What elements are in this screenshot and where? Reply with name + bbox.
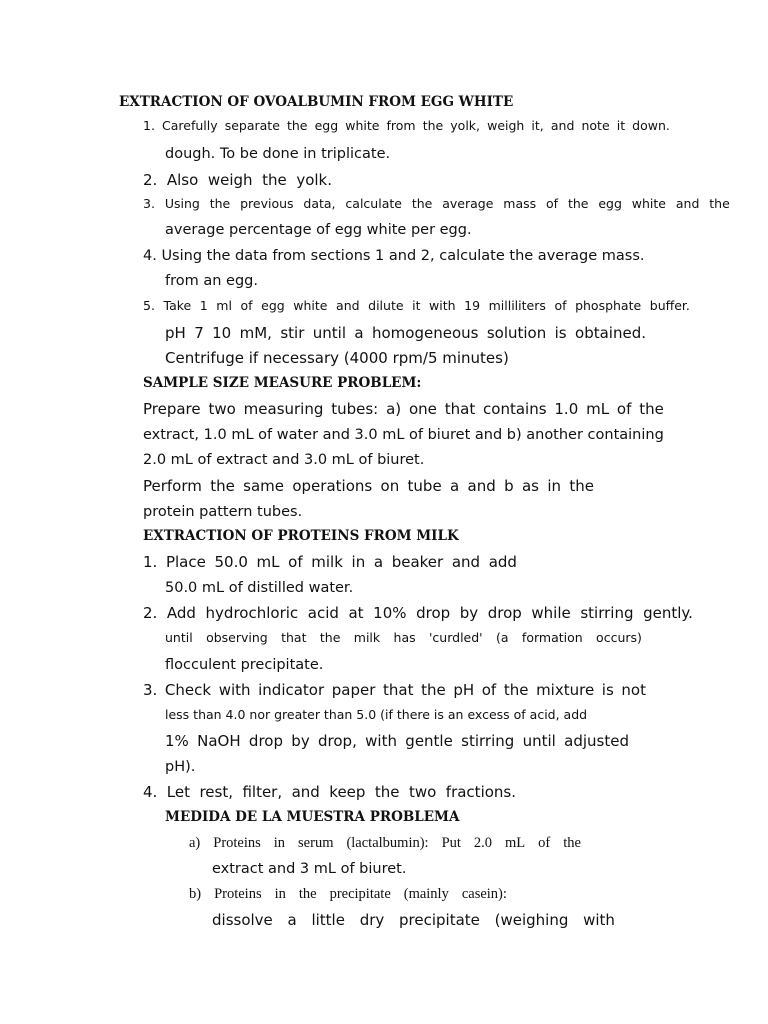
word: 7 <box>194 324 204 342</box>
word: contains <box>483 400 547 418</box>
word: 50.0 <box>214 553 248 571</box>
word: in <box>274 886 286 902</box>
word: egg <box>261 298 285 313</box>
word: milliliters <box>488 298 546 313</box>
word: it, <box>531 118 544 133</box>
word: of <box>538 835 551 851</box>
word: keep <box>329 783 366 801</box>
word: little <box>311 911 345 929</box>
word: it <box>412 298 421 313</box>
word: 2. <box>143 171 158 189</box>
word: precipitate <box>399 911 480 929</box>
word: yolk. <box>296 171 332 189</box>
word: white <box>345 118 380 133</box>
word: drop <box>487 604 522 622</box>
word: drop <box>248 732 283 750</box>
milk-heading: EXTRACTION OF PROTEINS FROM MILK <box>143 528 459 544</box>
word: 4. <box>143 783 158 801</box>
word: with <box>583 911 615 929</box>
word: and <box>451 553 481 571</box>
word: of <box>616 400 632 418</box>
word: by <box>459 604 479 622</box>
word: the <box>422 118 444 133</box>
word: is <box>554 324 567 342</box>
word: not <box>621 681 646 699</box>
word: weigh <box>487 118 525 133</box>
word: Proteins <box>214 886 262 902</box>
milk-step-2 <box>143 606 693 621</box>
word: that <box>281 630 307 645</box>
milk-step-1 <box>143 555 517 570</box>
word: 19 <box>464 298 481 313</box>
word: Place <box>165 553 206 571</box>
word: drop, <box>318 732 357 750</box>
word: with <box>429 298 456 313</box>
word: and <box>675 196 700 211</box>
word: Proteins <box>213 835 261 851</box>
word: (a <box>496 630 509 645</box>
milk-step-3-cont-2 <box>165 734 629 749</box>
word: 1. <box>143 118 155 133</box>
ovalbumin-step-3 <box>143 198 730 211</box>
ovalbumin-step-5 <box>143 300 690 313</box>
word: fractions. <box>445 783 516 801</box>
word: beaker <box>391 553 444 571</box>
word: mL <box>586 400 610 418</box>
word: the <box>569 477 594 495</box>
word: white <box>293 298 328 313</box>
word: stir <box>280 324 305 342</box>
word: has <box>393 630 416 645</box>
word: with <box>218 681 251 699</box>
word: separate <box>224 118 280 133</box>
word: the <box>567 196 589 211</box>
word: (lactalbumin): <box>346 835 429 851</box>
word: the <box>209 196 231 211</box>
word: the <box>421 681 446 699</box>
word: until <box>522 732 556 750</box>
ovalbumin-heading: EXTRACTION OF OVOALBUMIN FROM EGG WHITE <box>119 94 514 110</box>
word: gentle <box>405 732 453 750</box>
ovalbumin-step-2 <box>143 173 332 188</box>
word: 1 <box>199 298 208 313</box>
word: observing <box>206 630 268 645</box>
word: precipitate <box>329 886 391 902</box>
word: mL <box>505 835 526 851</box>
word: add <box>488 553 517 571</box>
milk-step-3 <box>143 683 646 698</box>
word: the <box>319 630 341 645</box>
word: down. <box>632 118 670 133</box>
word: in <box>547 477 561 495</box>
word: average <box>442 196 494 211</box>
sample-size-para-line-4 <box>143 479 594 494</box>
word: note <box>581 118 610 133</box>
word: at <box>348 604 364 622</box>
word: 1.0 <box>554 400 579 418</box>
word: of <box>554 298 567 313</box>
word: mass <box>503 196 537 211</box>
word: indicator <box>258 681 325 699</box>
word: obtained. <box>575 324 646 342</box>
word: 2. <box>143 604 158 622</box>
word: until <box>165 630 193 645</box>
word: the <box>639 400 664 418</box>
word: weigh <box>207 171 253 189</box>
word: 3. <box>143 196 155 211</box>
sample-size-heading: SAMPLE SIZE MEASURE PROBLEM: <box>143 375 422 391</box>
word: dissolve <box>212 911 273 929</box>
word: casein): <box>461 886 507 902</box>
word: stirring <box>461 732 515 750</box>
sample-problem-subheading: MEDIDA DE LA MUESTRA PROBLEMA <box>165 809 460 825</box>
word: the <box>374 783 400 801</box>
word: 10% <box>373 604 407 622</box>
sample-size-para-line-2: extract, 1.0 mL of water and 3.0 mL of biuret and b) another containing <box>143 427 664 443</box>
ovalbumin-step-5-cont-2: Centrifuge if necessary (4000 rpm/5 minutes) <box>165 349 509 367</box>
sample-size-para-line-3: 2.0 mL of extract and 3.0 mL of biuret. <box>143 452 425 468</box>
word: Put <box>441 835 461 851</box>
word: operations <box>292 477 373 495</box>
word: 1% <box>165 732 189 750</box>
word: and <box>291 783 320 801</box>
word: Check <box>164 681 212 699</box>
word: with <box>365 732 397 750</box>
ovalbumin-step-1-cont: dough. To be done in triplicate. <box>165 146 391 162</box>
word: of <box>288 553 303 571</box>
word: a <box>354 324 364 342</box>
sample-item-a-cont: extract and 3 mL of biuret. <box>212 861 407 877</box>
word: mL <box>256 553 280 571</box>
word: buffer. <box>649 298 690 313</box>
ovalbumin-step-4-cont: from an egg. <box>165 273 258 289</box>
word: the <box>563 835 581 851</box>
word: is <box>601 681 614 699</box>
milk-step-2-cont-2: flocculent precipitate. <box>165 657 324 673</box>
word: the <box>210 477 235 495</box>
word: the <box>286 118 308 133</box>
sample-size-para-line-1 <box>143 402 664 417</box>
word: a <box>450 477 460 495</box>
word: milk <box>311 553 343 571</box>
word: ml <box>216 298 232 313</box>
ovalbumin-step-5-cont <box>165 326 646 341</box>
word: previous <box>240 196 294 211</box>
word: mixture <box>536 681 595 699</box>
word: serum <box>298 835 334 851</box>
word: 'curdled' <box>429 630 483 645</box>
ovalbumin-step-1 <box>143 120 670 133</box>
word: formation <box>521 630 583 645</box>
ovalbumin-step-4: 4. Using the data from sections 1 and 2, calculate the average mass. <box>143 248 645 264</box>
sample-item-a <box>189 836 581 851</box>
word: a <box>373 553 384 571</box>
word: Take <box>163 298 192 313</box>
word: Using <box>164 196 200 211</box>
word: b) <box>189 886 202 902</box>
word: one <box>408 400 437 418</box>
word: Perform <box>143 477 202 495</box>
word: and <box>336 298 360 313</box>
word: the <box>411 196 433 211</box>
word: egg <box>598 196 622 211</box>
word: that <box>383 681 414 699</box>
word: solution <box>486 324 547 342</box>
word: as <box>521 477 539 495</box>
word: mM, <box>239 324 272 342</box>
word: (mainly <box>403 886 449 902</box>
word: Let <box>166 783 190 801</box>
word: stirring <box>580 604 634 622</box>
milk-step-3-cont: less than 4.0 nor greater than 5.0 (if there is an excess of acid, add <box>165 707 588 722</box>
word: two <box>208 400 236 418</box>
word: two <box>409 783 437 801</box>
word: until <box>312 324 346 342</box>
word: 10 <box>212 324 232 342</box>
word: by <box>291 732 310 750</box>
word: paper <box>331 681 376 699</box>
word: pH <box>453 681 475 699</box>
word: milk <box>353 630 381 645</box>
word: Add <box>166 604 196 622</box>
word: yolk, <box>450 118 481 133</box>
word: in <box>351 553 366 571</box>
word: acid <box>307 604 339 622</box>
word: NaOH <box>197 732 241 750</box>
word: calculate <box>345 196 402 211</box>
word: 3. <box>143 681 158 699</box>
word: measuring <box>243 400 324 418</box>
word: hydrochloric <box>205 604 299 622</box>
word: 5. <box>143 298 155 313</box>
word: Carefully <box>162 118 218 133</box>
word: on <box>380 477 400 495</box>
word: from <box>386 118 416 133</box>
word: drop <box>416 604 451 622</box>
ovalbumin-step-3-cont: average percentage of egg white per egg. <box>165 222 472 238</box>
word: the <box>709 196 730 211</box>
word: 2.0 <box>473 835 493 851</box>
word: dilute <box>368 298 404 313</box>
word: white <box>631 196 666 211</box>
word: the <box>262 171 287 189</box>
word: tube <box>407 477 442 495</box>
word: same <box>243 477 285 495</box>
milk-step-4 <box>143 785 516 800</box>
word: Also <box>166 171 199 189</box>
word: pH <box>165 324 186 342</box>
word: gently. <box>643 604 693 622</box>
word: filter, <box>242 783 283 801</box>
milk-step-1-cont: 50.0 mL of distilled water. <box>165 580 354 596</box>
word: dry <box>359 911 385 929</box>
word: the <box>298 886 317 902</box>
word: that <box>444 400 476 418</box>
word: b <box>504 477 514 495</box>
word: the <box>503 681 529 699</box>
word: of <box>481 681 497 699</box>
word: 1. <box>143 553 158 571</box>
word: it <box>616 118 626 133</box>
word: egg <box>314 118 339 133</box>
sample-item-b <box>189 887 507 902</box>
word: occurs) <box>596 630 642 645</box>
milk-step-3-cont-3: pH). <box>165 759 196 775</box>
word: a) <box>189 835 201 851</box>
word: of <box>240 298 253 313</box>
word: Prepare <box>143 400 201 418</box>
word: (weighing <box>494 911 569 929</box>
word: rest, <box>199 783 233 801</box>
word: homogeneous <box>371 324 479 342</box>
word: and <box>467 477 496 495</box>
word: phosphate <box>575 298 642 313</box>
word: while <box>531 604 571 622</box>
word: adjusted <box>564 732 629 750</box>
word: of <box>546 196 559 211</box>
word: a <box>287 911 297 929</box>
word: in <box>273 835 286 851</box>
word: and <box>550 118 575 133</box>
sample-item-b-cont <box>212 913 615 928</box>
word: tubes: <box>331 400 379 418</box>
sample-size-para-line-5: protein pattern tubes. <box>143 504 303 520</box>
word: data, <box>303 196 336 211</box>
word: a) <box>386 400 402 418</box>
milk-step-2-cont <box>165 632 642 645</box>
